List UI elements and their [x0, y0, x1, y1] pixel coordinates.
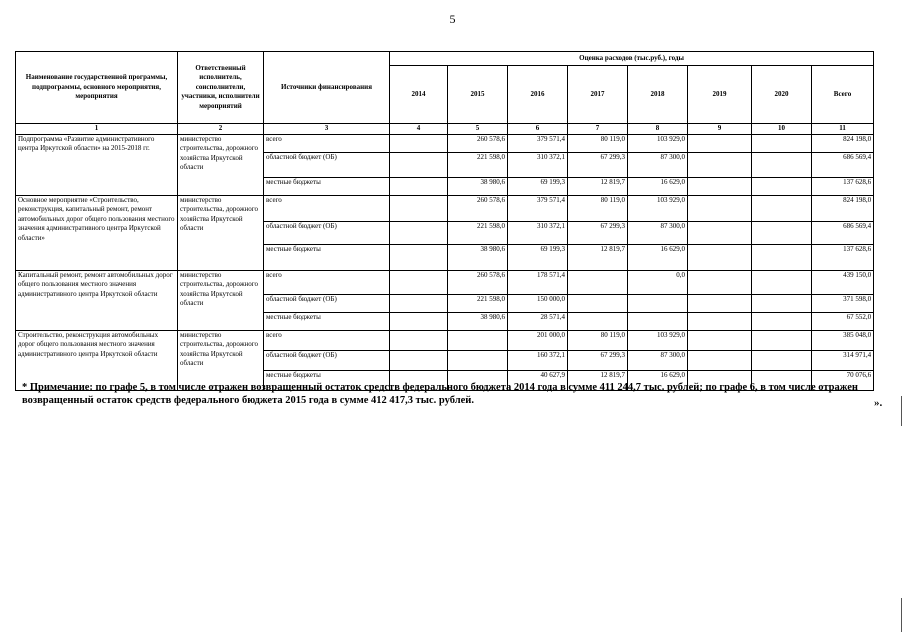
header-name: Наименование государственной программы, подпрограммы, основного мероприятия, мероприятия [16, 52, 178, 124]
column-number: 2 [178, 124, 264, 135]
year-value-cell [752, 312, 812, 330]
year-value-cell [390, 221, 448, 244]
year-value-cell: 67 299,3 [568, 152, 628, 177]
scan-edge-mark [901, 598, 902, 632]
total-value-cell: 824 198,0 [812, 134, 874, 152]
year-value-cell [568, 270, 628, 294]
responsible-cell: министерство строительства, дорожного хозяйства Иркутской области [178, 330, 264, 390]
footnote: * Примечание: по графе 5, в том числе отражен возвращенный остаток средств федерального бюджета 2014 года в сумме 411 244,7 тыс. рублей; по графе 6, в том числе отражен возвращенный остаток средств федерального бюджета 2015 года в сумме 412 417,3 тыс. рублей. [22, 382, 858, 406]
year-value-cell [448, 330, 508, 350]
header-year: 2020 [752, 66, 812, 124]
total-value-cell: 824 198,0 [812, 195, 874, 221]
year-value-cell: 221 598,0 [448, 152, 508, 177]
year-value-cell [752, 350, 812, 370]
year-value-cell: 310 372,1 [508, 152, 568, 177]
header-estimate: Оценка расходов (тыс.руб.), годы [390, 52, 874, 66]
year-value-cell [390, 134, 448, 152]
year-value-cell: 67 299,3 [568, 350, 628, 370]
funding-source-cell: всего [264, 195, 390, 221]
column-number: 10 [752, 124, 812, 135]
year-value-cell [688, 221, 752, 244]
year-value-cell: 16 629,0 [628, 370, 688, 390]
total-value-cell: 70 076,6 [812, 370, 874, 390]
table-body [16, 134, 874, 390]
table-row [16, 270, 874, 294]
year-value-cell [752, 330, 812, 350]
header-sources: Источники финансирования [264, 52, 390, 124]
header-total: Всего [812, 66, 874, 124]
column-number: 3 [264, 124, 390, 135]
total-value-cell: 137 628,6 [812, 244, 874, 270]
year-value-cell [390, 177, 448, 195]
year-value-cell [568, 294, 628, 312]
year-value-cell: 178 571,4 [508, 270, 568, 294]
column-number: 8 [628, 124, 688, 135]
funding-source-cell: местные бюджеты [264, 312, 390, 330]
year-value-cell [752, 221, 812, 244]
budget-table [15, 51, 874, 391]
column-number: 11 [812, 124, 874, 135]
year-value-cell: 38 980,6 [448, 244, 508, 270]
funding-source-cell: местные бюджеты [264, 244, 390, 270]
total-value-cell: 385 048,0 [812, 330, 874, 350]
year-value-cell: 150 000,0 [508, 294, 568, 312]
year-value-cell [628, 312, 688, 330]
year-value-cell: 379 571,4 [508, 134, 568, 152]
funding-source-cell: областной бюджет (ОБ) [264, 221, 390, 244]
total-value-cell: 67 552,0 [812, 312, 874, 330]
header-year: 2018 [628, 66, 688, 124]
year-value-cell [390, 244, 448, 270]
year-value-cell [688, 134, 752, 152]
responsible-cell: министерство строительства, дорожного хозяйства Иркутской области [178, 195, 264, 270]
header-year: 2016 [508, 66, 568, 124]
funding-source-cell: областной бюджет (ОБ) [264, 350, 390, 370]
year-value-cell: 38 980,6 [448, 177, 508, 195]
year-value-cell [752, 177, 812, 195]
year-value-cell: 69 199,3 [508, 177, 568, 195]
year-value-cell: 221 598,0 [448, 221, 508, 244]
year-value-cell [752, 152, 812, 177]
year-value-cell: 38 980,6 [448, 312, 508, 330]
year-value-cell: 16 629,0 [628, 177, 688, 195]
year-value-cell: 221 598,0 [448, 294, 508, 312]
year-value-cell: 379 571,4 [508, 195, 568, 221]
funding-source-cell: областной бюджет (ОБ) [264, 294, 390, 312]
year-value-cell: 80 119,0 [568, 195, 628, 221]
table-row [16, 330, 874, 350]
responsible-cell: министерство строительства, дорожного хозяйства Иркутской области [178, 270, 264, 330]
year-value-cell: 201 000,0 [508, 330, 568, 350]
scan-edge-mark [901, 396, 902, 426]
year-value-cell: 16 629,0 [628, 244, 688, 270]
funding-source-cell: всего [264, 270, 390, 294]
header-year: 2014 [390, 66, 448, 124]
year-value-cell [390, 312, 448, 330]
year-value-cell: 260 578,6 [448, 195, 508, 221]
year-value-cell: 103 929,0 [628, 330, 688, 350]
year-value-cell [688, 177, 752, 195]
funding-source-cell: местные бюджеты [264, 370, 390, 390]
year-value-cell [390, 294, 448, 312]
year-value-cell: 87 300,0 [628, 152, 688, 177]
year-value-cell [568, 312, 628, 330]
year-value-cell [752, 134, 812, 152]
header-year: 2019 [688, 66, 752, 124]
column-number: 6 [508, 124, 568, 135]
year-value-cell: 160 372,1 [508, 350, 568, 370]
table-row [16, 195, 874, 221]
year-value-cell: 12 819,7 [568, 177, 628, 195]
year-value-cell: 12 819,7 [568, 244, 628, 270]
column-number: 5 [448, 124, 508, 135]
year-value-cell: 40 627,9 [508, 370, 568, 390]
funding-source-cell: всего [264, 134, 390, 152]
year-value-cell [752, 195, 812, 221]
total-value-cell: 371 598,0 [812, 294, 874, 312]
closing-quote: ». [874, 397, 883, 409]
year-value-cell [688, 244, 752, 270]
year-value-cell [752, 270, 812, 294]
year-value-cell: 87 300,0 [628, 221, 688, 244]
year-value-cell [390, 350, 448, 370]
year-value-cell [448, 350, 508, 370]
column-number: 4 [390, 124, 448, 135]
year-value-cell: 28 571,4 [508, 312, 568, 330]
activity-name-cell: Основное мероприятие «Строительство, реконструкция, капитальный ремонт, ремонт автомобильных дорог общего пользования местного значения административного центра Иркутской области» [16, 195, 178, 270]
year-value-cell [390, 330, 448, 350]
year-value-cell: 260 578,6 [448, 134, 508, 152]
year-value-cell: 310 372,1 [508, 221, 568, 244]
year-value-cell: 260 578,6 [448, 270, 508, 294]
activity-name-cell: Строительство, реконструкция автомобильных дорог общего пользования местного значения административного центра Иркутской области [16, 330, 178, 390]
funding-source-cell: областной бюджет (ОБ) [264, 152, 390, 177]
year-value-cell [752, 294, 812, 312]
responsible-cell: министерство строительства, дорожного хозяйства Иркутской области [178, 134, 264, 195]
year-value-cell: 87 300,0 [628, 350, 688, 370]
activity-name-cell: Подпрограмма «Развитие административного центра Иркутской области» на 2015-2018 гг. [16, 134, 178, 195]
year-value-cell: 12 819,7 [568, 370, 628, 390]
year-value-cell [688, 294, 752, 312]
column-numbers-row [16, 124, 874, 135]
total-value-cell: 314 971,4 [812, 350, 874, 370]
year-value-cell [390, 270, 448, 294]
total-value-cell: 686 569,4 [812, 152, 874, 177]
year-value-cell: 80 119,0 [568, 134, 628, 152]
page-number: 5 [449, 12, 456, 26]
funding-source-cell: местные бюджеты [264, 177, 390, 195]
year-value-cell [688, 350, 752, 370]
year-value-cell [688, 330, 752, 350]
year-value-cell: 67 299,3 [568, 221, 628, 244]
year-value-cell [688, 270, 752, 294]
header-responsible: Ответственный исполнитель, соисполнители, участники, исполнители мероприятий [178, 52, 264, 124]
funding-source-cell: всего [264, 330, 390, 350]
table-row [16, 134, 874, 152]
year-value-cell [688, 152, 752, 177]
header-year: 2015 [448, 66, 508, 124]
year-value-cell [688, 312, 752, 330]
activity-name-cell: Капитальный ремонт, ремонт автомобильных дорог общего пользования местного значения административного центра Иркутской области [16, 270, 178, 330]
year-value-cell [628, 294, 688, 312]
header-year: 2017 [568, 66, 628, 124]
year-value-cell [752, 244, 812, 270]
year-value-cell [390, 152, 448, 177]
column-number: 1 [16, 124, 178, 135]
total-value-cell: 137 628,6 [812, 177, 874, 195]
year-value-cell [390, 195, 448, 221]
total-value-cell: 686 569,4 [812, 221, 874, 244]
total-value-cell: 439 150,0 [812, 270, 874, 294]
column-number: 9 [688, 124, 752, 135]
year-value-cell: 0,0 [628, 270, 688, 294]
column-number: 7 [568, 124, 628, 135]
year-value-cell: 103 929,0 [628, 134, 688, 152]
year-value-cell: 80 119,0 [568, 330, 628, 350]
year-value-cell: 69 199,3 [508, 244, 568, 270]
year-value-cell: 103 929,0 [628, 195, 688, 221]
year-value-cell [688, 195, 752, 221]
